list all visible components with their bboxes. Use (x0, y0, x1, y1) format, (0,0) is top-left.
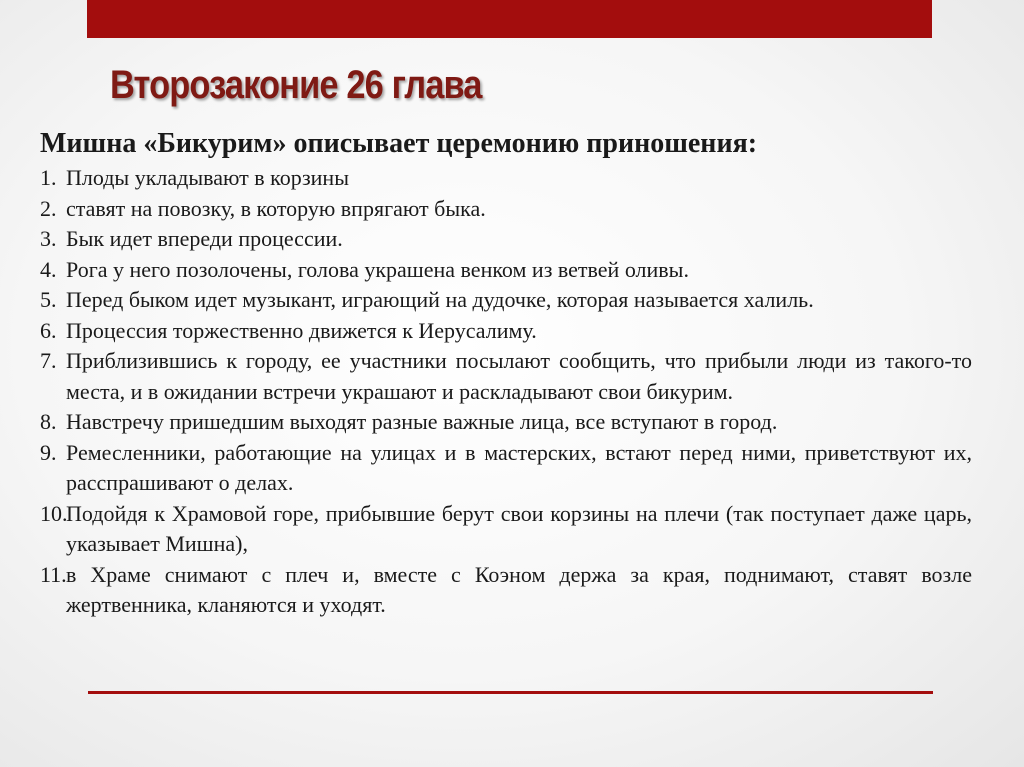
ceremony-list (40, 163, 972, 621)
list-item (40, 438, 972, 499)
list-item-number: 9. (40, 439, 57, 465)
list-item (40, 407, 972, 438)
slide-content (40, 126, 972, 621)
list-item (40, 224, 972, 255)
list-item (40, 163, 972, 194)
list-item-text: Плоды укладывают в корзины (66, 165, 349, 190)
list-item-number: 8. (40, 409, 57, 434)
list-item-text: в Храме снимают с плеч и, вместе с Коэном держа за края, поднимают, ставят возле жертвенника, кланяются и уходят. (66, 561, 972, 617)
list-item (40, 194, 972, 225)
list-item (40, 560, 972, 621)
list-item-text: Рога у него позолочены, голова украшена венком из ветвей оливы. (66, 256, 689, 282)
list-item-text: Процессия торжественно движется к Иерусалиму. (66, 317, 537, 343)
list-item-number: 2. (40, 195, 57, 221)
list-item-text: Перед быком идет музыкант, играющий на дудочке, которая называется халиль. (66, 287, 814, 312)
slide-title: Второзаконие 26 глава (110, 63, 482, 107)
list-item-text: ставят на повозку, в которую впрягают быка. (66, 195, 486, 221)
list-item-text: Навстречу пришедшим выходят разные важные лица, все вступают в город. (66, 409, 778, 434)
list-item-number: 4. (40, 256, 57, 282)
list-item-number: 6. (40, 317, 57, 343)
list-item-number: 1. (40, 165, 57, 190)
list-item (40, 499, 972, 560)
list-item-number: 7. (40, 348, 57, 373)
list-item (40, 255, 972, 286)
list-item-text: Подойдя к Храмовой горе, прибывшие берут свои корзины на плечи (так поступает даже царь, указывает Мишна), (66, 500, 972, 556)
list-item (40, 285, 972, 316)
top-accent-bar (87, 0, 932, 38)
list-item-number: 11. (40, 561, 67, 587)
list-item-number: 10. (40, 500, 68, 526)
list-item-text: Приблизившись к городу, ее участники посылают сообщить, что прибыли люди из такого-то места, и в ожидании встречи украшают и раскладывают свои бикурим. (66, 348, 972, 404)
list-item-text: Бык идет впереди процессии. (66, 226, 343, 251)
list-item-number: 3. (40, 226, 57, 251)
bottom-divider (88, 691, 933, 694)
content-heading: Мишна «Бикурим» описывает церемонию приношения: (40, 128, 758, 159)
list-item (40, 346, 972, 407)
list-item-number: 5. (40, 287, 57, 312)
list-item (40, 316, 972, 347)
list-item-text: Ремесленники, работающие на улицах и в мастерских, встают перед ними, приветствуют их, расспрашивают о делах. (66, 439, 972, 495)
